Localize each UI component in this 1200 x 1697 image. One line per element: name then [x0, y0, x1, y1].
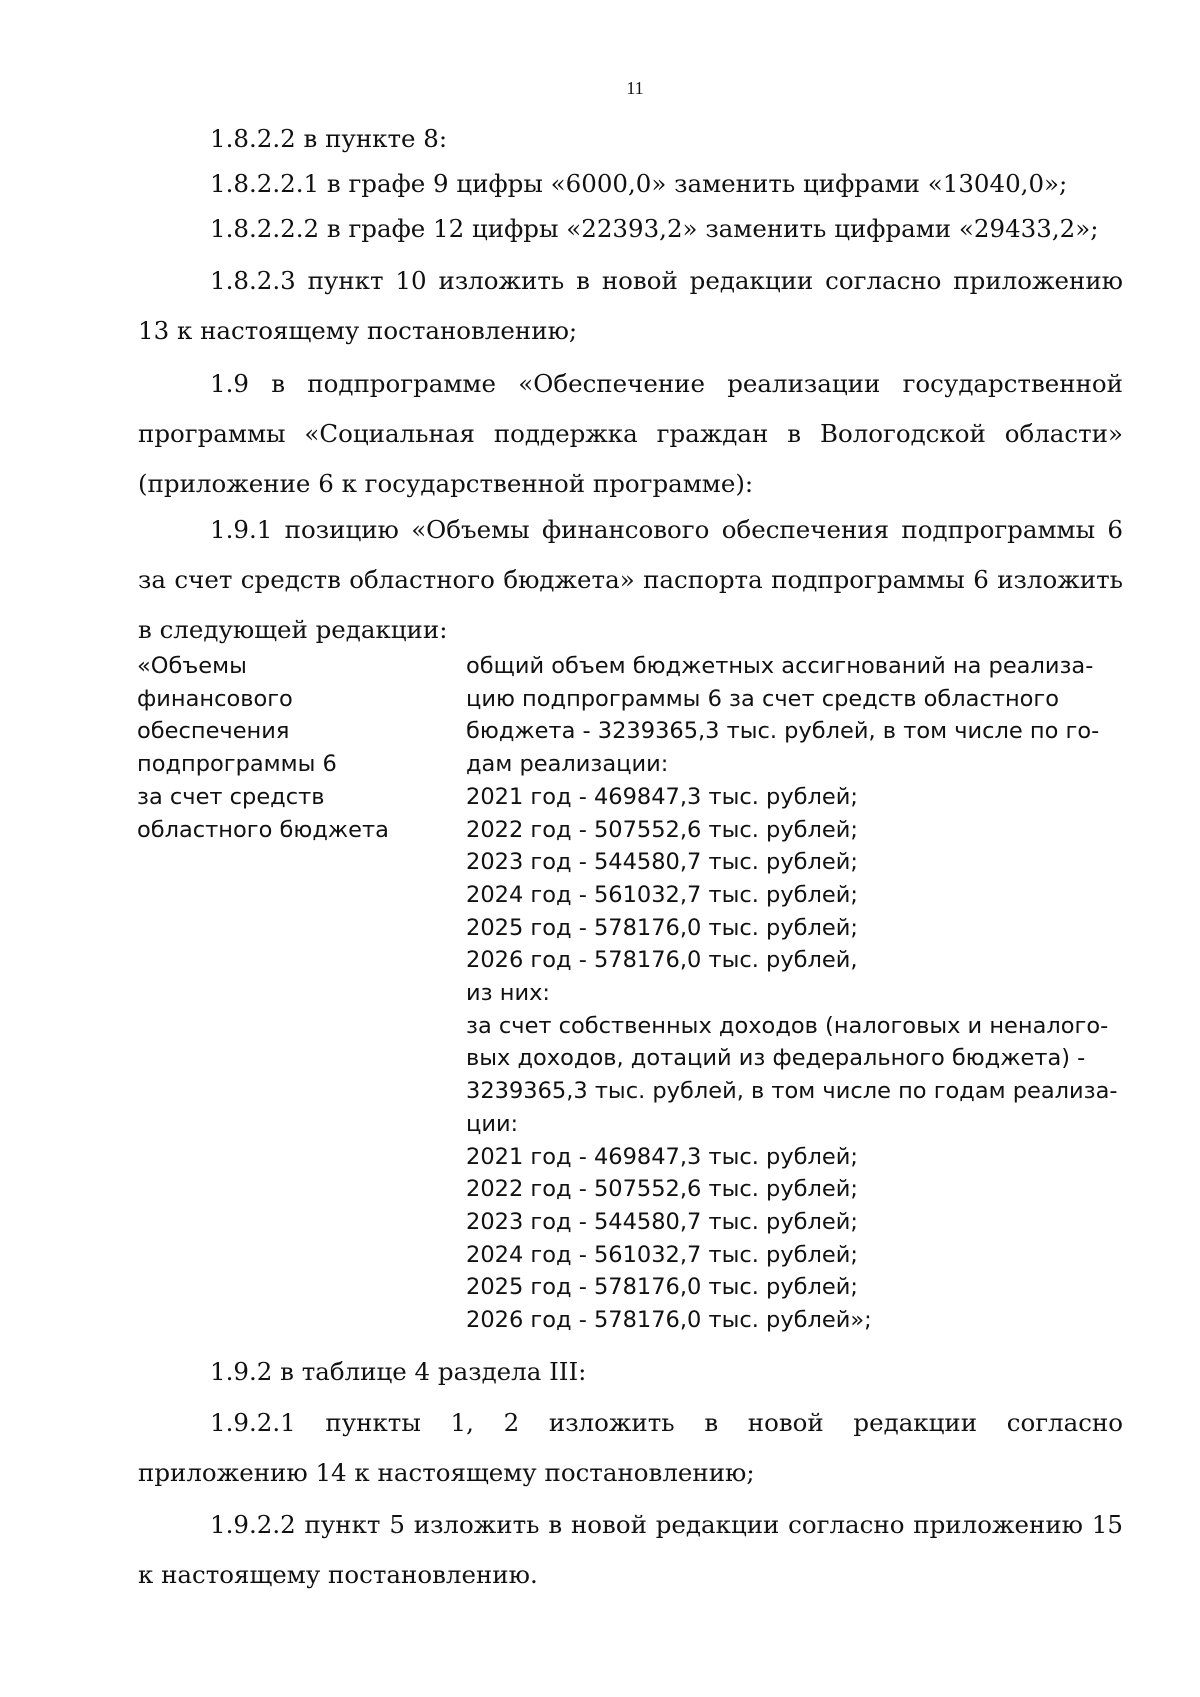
passport-content-line: вых доходов, дотаций из федерального бюджета) -	[466, 1045, 1086, 1072]
paragraph-1-9-2-2: 1.9.2.2 пункт 5 изложить в новой редакции согласно приложению 15 к настоящему постановлению.	[138, 1510, 1123, 1589]
passport-content-line: общий объем бюджетных ассигнований на реализа-	[466, 653, 1094, 679]
passport-content-line: 2025 год - 578176,0 тыс. рублей;	[466, 1274, 858, 1301]
passport-content-line: бюджета - 3239365,3 тыс. рублей, в том числе по го-	[466, 718, 1100, 745]
passport-content-line: из них:	[466, 980, 550, 1007]
passport-label-line: финансового	[137, 685, 293, 712]
passport-content-line: ции:	[466, 1110, 519, 1137]
paragraph-1-8-2-2: 1.8.2.2 в пункте 8:	[210, 124, 448, 153]
passport-content-line: дам реализации:	[466, 751, 669, 778]
passport-content-line: 2026 год - 578176,0 тыс. рублей»;	[466, 1307, 872, 1334]
paragraph-1-9-2-1: 1.9.2.1 пункты 1, 2 изложить в новой редакции согласно приложению 14 к настоящему постановлению;	[138, 1408, 1123, 1487]
passport-label-line: за счет средств	[137, 783, 325, 810]
passport-label-line: областного бюджета	[137, 816, 389, 843]
passport-label-line: обеспечения	[137, 718, 290, 745]
passport-label-line: «Объемы	[137, 653, 247, 679]
paragraph-1-8-2-2-2: 1.8.2.2.2 в графе 12 цифры «22393,2» заменить цифрами «29433,2»;	[210, 214, 1099, 243]
passport-content-line: цию подпрограммы 6 за счет средств областного	[466, 685, 1060, 712]
paragraph-1-9-1: 1.9.1 позицию «Объемы финансового обеспечения подпрограммы 6 за счет средств областного бюджета» паспорта подпрограммы 6 изложить в следующей редакции:	[138, 515, 1123, 644]
paragraph-1-8-2-2-1: 1.8.2.2.1 в графе 9 цифры «6000,0» заменить цифрами «13040,0»;	[210, 169, 1068, 198]
passport-content-line: 2023 год - 544580,7 тыс. рублей;	[466, 1208, 858, 1235]
passport-content-line: 3239365,3 тыс. рублей, в том числе по годам реализа-	[466, 1078, 1118, 1105]
passport-position-label	[137, 650, 457, 846]
paragraph-1-8-2-3: 1.8.2.3 пункт 10 изложить в новой редакции согласно приложению 13 к настоящему постановлению;	[138, 266, 1123, 345]
passport-content-line: 2022 год - 507552,6 тыс. рублей;	[466, 1176, 858, 1203]
paragraph-1-9: 1.9 в подпрограмме «Обеспечение реализации государственной программы «Социальная поддержка граждан в Вологодской области» (приложение 6 к государственной программе):	[138, 369, 1123, 498]
passport-content-line: 2021 год - 469847,3 тыс. рублей;	[466, 1143, 858, 1170]
passport-position-content	[466, 650, 1118, 1337]
passport-content-line: 2025 год - 578176,0 тыс. рублей;	[466, 914, 858, 941]
passport-content-line: 2022 год - 507552,6 тыс. рублей;	[466, 816, 858, 843]
passport-label-line: подпрограммы 6	[137, 751, 337, 778]
passport-content-line: 2024 год - 561032,7 тыс. рублей;	[466, 1241, 858, 1268]
passport-content-line: 2024 год - 561032,7 тыс. рублей;	[466, 881, 858, 908]
passport-content-line: 2021 год - 469847,3 тыс. рублей;	[466, 783, 858, 810]
passport-content-line: 2023 год - 544580,7 тыс. рублей;	[466, 849, 858, 876]
passport-content-line: 2026 год - 578176,0 тыс. рублей,	[466, 947, 858, 974]
paragraph-1-9-2: 1.9.2 в таблице 4 раздела III:	[210, 1357, 587, 1386]
page-number: 11	[626, 78, 644, 98]
passport-content-line: за счет собственных доходов (налоговых и неналого-	[466, 1012, 1109, 1039]
